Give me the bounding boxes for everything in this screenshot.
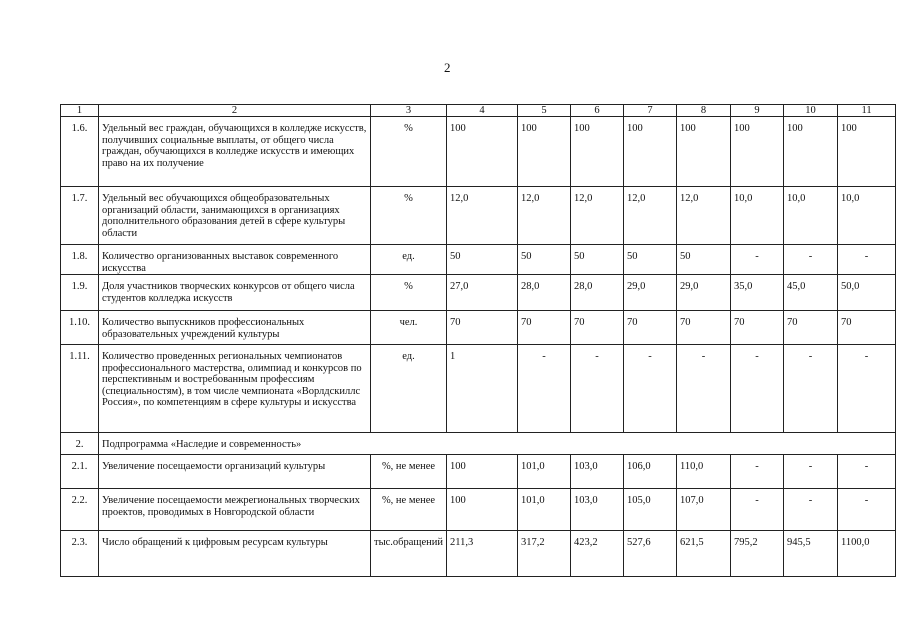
value-cell: 100 xyxy=(731,117,784,187)
header-cell: 1 xyxy=(61,105,99,117)
value-cell: 105,0 xyxy=(624,489,677,531)
table-row xyxy=(61,117,896,187)
value-cell: 50,0 xyxy=(838,275,896,311)
unit-cell: ед. xyxy=(371,245,447,275)
unit-cell: чел. xyxy=(371,311,447,345)
value-cell: 70 xyxy=(838,311,896,345)
value-cell: 70 xyxy=(571,311,624,345)
section-title: Подпрограмма «Наследие и современность» xyxy=(99,433,896,455)
value-cell: - xyxy=(838,489,896,531)
value-cell: - xyxy=(784,345,838,433)
value-cell: 10,0 xyxy=(838,187,896,245)
indicator-name: Увеличение посещаемости организаций культуры xyxy=(99,455,371,489)
value-cell: 70 xyxy=(624,311,677,345)
header-cell: 7 xyxy=(624,105,677,117)
value-cell: - xyxy=(784,455,838,489)
value-cell: 100 xyxy=(784,117,838,187)
value-cell: 35,0 xyxy=(731,275,784,311)
value-cell: 45,0 xyxy=(784,275,838,311)
value-cell: 103,0 xyxy=(571,489,624,531)
value-cell: - xyxy=(838,455,896,489)
row-number: 1.10. xyxy=(61,311,99,345)
value-cell: - xyxy=(784,489,838,531)
header-cell: 11 xyxy=(838,105,896,117)
value-cell: 1 xyxy=(447,345,518,433)
indicator-name: Удельный вес граждан, обучающихся в колледже искусств, получивших социальные выплаты, от общего числа граждан, обучающихся в колледже искусств и имеющих право на их получение xyxy=(99,117,371,187)
table-row xyxy=(61,531,896,577)
value-cell: 12,0 xyxy=(677,187,731,245)
header-row xyxy=(61,105,896,117)
value-cell: 50 xyxy=(447,245,518,275)
value-cell: 101,0 xyxy=(518,489,571,531)
value-cell: 29,0 xyxy=(677,275,731,311)
value-cell: 100 xyxy=(677,117,731,187)
page-number: 2 xyxy=(444,60,451,75)
value-cell: 100 xyxy=(447,455,518,489)
value-cell: 100 xyxy=(571,117,624,187)
value-cell: 1100,0 xyxy=(838,531,896,577)
row-number: 1.7. xyxy=(61,187,99,245)
table-row xyxy=(61,489,896,531)
section-row xyxy=(61,433,896,455)
unit-cell: % xyxy=(371,275,447,311)
value-cell: 27,0 xyxy=(447,275,518,311)
value-cell: - xyxy=(838,345,896,433)
value-cell: 50 xyxy=(624,245,677,275)
value-cell: 945,5 xyxy=(784,531,838,577)
value-cell: 12,0 xyxy=(447,187,518,245)
value-cell: - xyxy=(731,489,784,531)
value-cell: - xyxy=(571,345,624,433)
indicator-name: Удельный вес обучающихся общеобразовательных организаций области, занимающихся в организациях дополнительного образования детей в сфере культуры области xyxy=(99,187,371,245)
value-cell: 70 xyxy=(784,311,838,345)
unit-cell: ед. xyxy=(371,345,447,433)
value-cell: 101,0 xyxy=(518,455,571,489)
value-cell: 29,0 xyxy=(624,275,677,311)
header-cell: 5 xyxy=(518,105,571,117)
row-number: 2.1. xyxy=(61,455,99,489)
header-cell: 8 xyxy=(677,105,731,117)
value-cell: 10,0 xyxy=(784,187,838,245)
value-cell: 10,0 xyxy=(731,187,784,245)
value-cell: 50 xyxy=(677,245,731,275)
value-cell: 12,0 xyxy=(518,187,571,245)
row-number: 1.11. xyxy=(61,345,99,433)
value-cell: 28,0 xyxy=(518,275,571,311)
indicator-name: Количество выпускников профессиональных образовательных учреждений культуры xyxy=(99,311,371,345)
value-cell: 317,2 xyxy=(518,531,571,577)
unit-cell: %, не менее xyxy=(371,489,447,531)
row-number: 2. xyxy=(61,433,99,455)
value-cell: 12,0 xyxy=(571,187,624,245)
value-cell: 795,2 xyxy=(731,531,784,577)
value-cell: - xyxy=(677,345,731,433)
value-cell: 28,0 xyxy=(571,275,624,311)
value-cell: 211,3 xyxy=(447,531,518,577)
indicators-table xyxy=(60,104,896,577)
value-cell: - xyxy=(784,245,838,275)
header-cell: 6 xyxy=(571,105,624,117)
value-cell: 12,0 xyxy=(624,187,677,245)
header-cell: 4 xyxy=(447,105,518,117)
value-cell: 100 xyxy=(518,117,571,187)
row-number: 1.6. xyxy=(61,117,99,187)
indicator-name: Доля участников творческих конкурсов от общего числа студентов колледжа искусств xyxy=(99,275,371,311)
row-number: 2.2. xyxy=(61,489,99,531)
table-row xyxy=(61,455,896,489)
indicator-name: Количество проведенных региональных чемпионатов профессионального мастерства, олимпиад и конкурсов по перспективным и востребованным профессиям (специальностям), в том числе чемпионата «Ворлдскиллс Россия», по компетенциям в сфере культуры и искусства xyxy=(99,345,371,433)
value-cell: 106,0 xyxy=(624,455,677,489)
value-cell: 110,0 xyxy=(677,455,731,489)
table-row xyxy=(61,275,896,311)
table-row xyxy=(61,245,896,275)
unit-cell: %, не менее xyxy=(371,455,447,489)
row-number: 1.8. xyxy=(61,245,99,275)
value-cell: 70 xyxy=(677,311,731,345)
row-number: 2.3. xyxy=(61,531,99,577)
value-cell: - xyxy=(731,345,784,433)
value-cell: 103,0 xyxy=(571,455,624,489)
value-cell: - xyxy=(731,455,784,489)
value-cell: - xyxy=(518,345,571,433)
value-cell: 50 xyxy=(518,245,571,275)
value-cell: 70 xyxy=(518,311,571,345)
value-cell: 70 xyxy=(447,311,518,345)
value-cell: - xyxy=(838,245,896,275)
header-cell: 9 xyxy=(731,105,784,117)
table-row xyxy=(61,311,896,345)
value-cell: 107,0 xyxy=(677,489,731,531)
value-cell: 70 xyxy=(731,311,784,345)
table-row xyxy=(61,345,896,433)
value-cell: 100 xyxy=(624,117,677,187)
value-cell: 423,2 xyxy=(571,531,624,577)
table-row xyxy=(61,187,896,245)
header-cell: 2 xyxy=(99,105,371,117)
indicator-name: Количество организованных выставок современного искусства xyxy=(99,245,371,275)
row-number: 1.9. xyxy=(61,275,99,311)
value-cell: 527,6 xyxy=(624,531,677,577)
unit-cell: % xyxy=(371,117,447,187)
value-cell: - xyxy=(731,245,784,275)
value-cell: 100 xyxy=(838,117,896,187)
header-cell: 3 xyxy=(371,105,447,117)
value-cell: 50 xyxy=(571,245,624,275)
value-cell: 100 xyxy=(447,489,518,531)
header-cell: 10 xyxy=(784,105,838,117)
value-cell: - xyxy=(624,345,677,433)
unit-cell: % xyxy=(371,187,447,245)
indicator-name: Число обращений к цифровым ресурсам культуры xyxy=(99,531,371,577)
unit-cell: тыс.обращений xyxy=(371,531,447,577)
value-cell: 100 xyxy=(447,117,518,187)
value-cell: 621,5 xyxy=(677,531,731,577)
indicator-name: Увеличение посещаемости межрегиональных творческих проектов, проводимых в Новгородской области xyxy=(99,489,371,531)
